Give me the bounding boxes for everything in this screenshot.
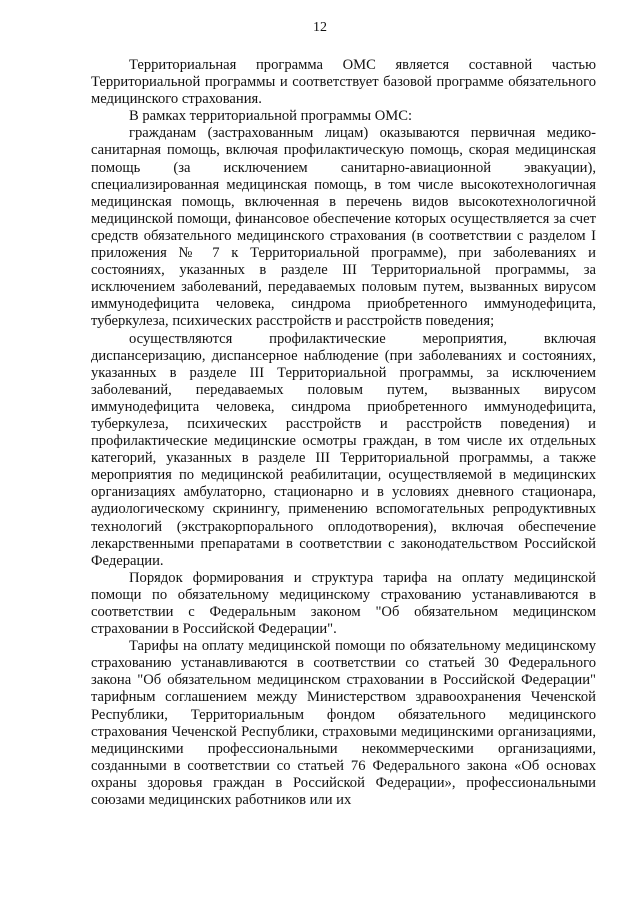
paragraph: осуществляются профилактические мероприятия, включая диспансеризацию, диспансерное наблюдение (при заболеваниях и состояниях, указанных в разделе III Территориальной программы, за исключением заболеваний, передаваемых половым путем, вызванных вирусом иммунодефицита человека, синдрома приобретенного иммунодефицита, туберкулеза, психических расстройств и расстройств поведения) и профилактические медицинские осмотры граждан, в том числе их отдельных категорий, указанных в разделе III Территориальной программы, а также мероприятия по медицинской реабилитации, осуществляемой в медицинских организациях амбулаторно, стационарно и в условиях дневного стационара, аудиологическому скринингу, применению вспомогательных репродуктивных технологий (экстракорпорального оплодотворения), включая обеспечение лекарственными препаратами в соответствии с законодательством Российской Федерации. bbox=[91, 330, 596, 569]
paragraph: Порядок формирования и структура тарифа на оплату медицинской помощи по обязательному медицинскому страхованию устанавливаются в соответствии с Федеральным законом "Об обязательном медицинском страховании в Российской Федерации". bbox=[91, 569, 596, 638]
paragraph: гражданам (застрахованным лицам) оказываются первичная медико-санитарная помощь, включая профилактическую помощь, скорая медицинская помощь (за исключением санитарно-авиационной эвакуации), специализированная медицинская помощь, в том числе высокотехнологичная медицинская помощь, включенная в перечень видов высокотехнологичной медицинской помощи, финансовое обеспечение которых осуществляется за счет средств обязательного медицинского страхования (в соответствии с разделом I приложения № 7 к Территориальной программе), при заболеваниях и состояниях, указанных в разделе III Территориальной программы, за исключением заболеваний, передаваемых половым путем, вызванных вирусом иммунодефицита человека, синдрома приобретенного иммунодефицита, туберкулеза, психических расстройств и расстройств поведения; bbox=[91, 125, 596, 330]
paragraph: Тарифы на оплату медицинской помощи по обязательному медицинскому страхованию устанавливаются в соответствии со статьей 30 Федерального закона "Об обязательном медицинском страховании в Российской Федерации" тарифным соглашением между Министерством здравоохранения Чеченской Республики, Территориальным фондом обязательного медицинского страхования Чеченской Республики, страховыми медицинскими организациями, медицинскими профессиональными некоммерческими организациями, созданными в соответствии со статьей 76 Федерального закона «Об основах охраны здоровья граждан в Российской Федерации», профессиональными союзами медицинских работников или их bbox=[91, 638, 596, 809]
paragraph: Территориальная программа ОМС является составной частью Территориальной программы и соответствует базовой программе обязательного медицинского страхования. bbox=[91, 57, 596, 108]
body-text bbox=[91, 57, 596, 809]
paragraph: В рамках территориальной программы ОМС: bbox=[129, 108, 413, 125]
page-number: 12 bbox=[313, 20, 327, 35]
